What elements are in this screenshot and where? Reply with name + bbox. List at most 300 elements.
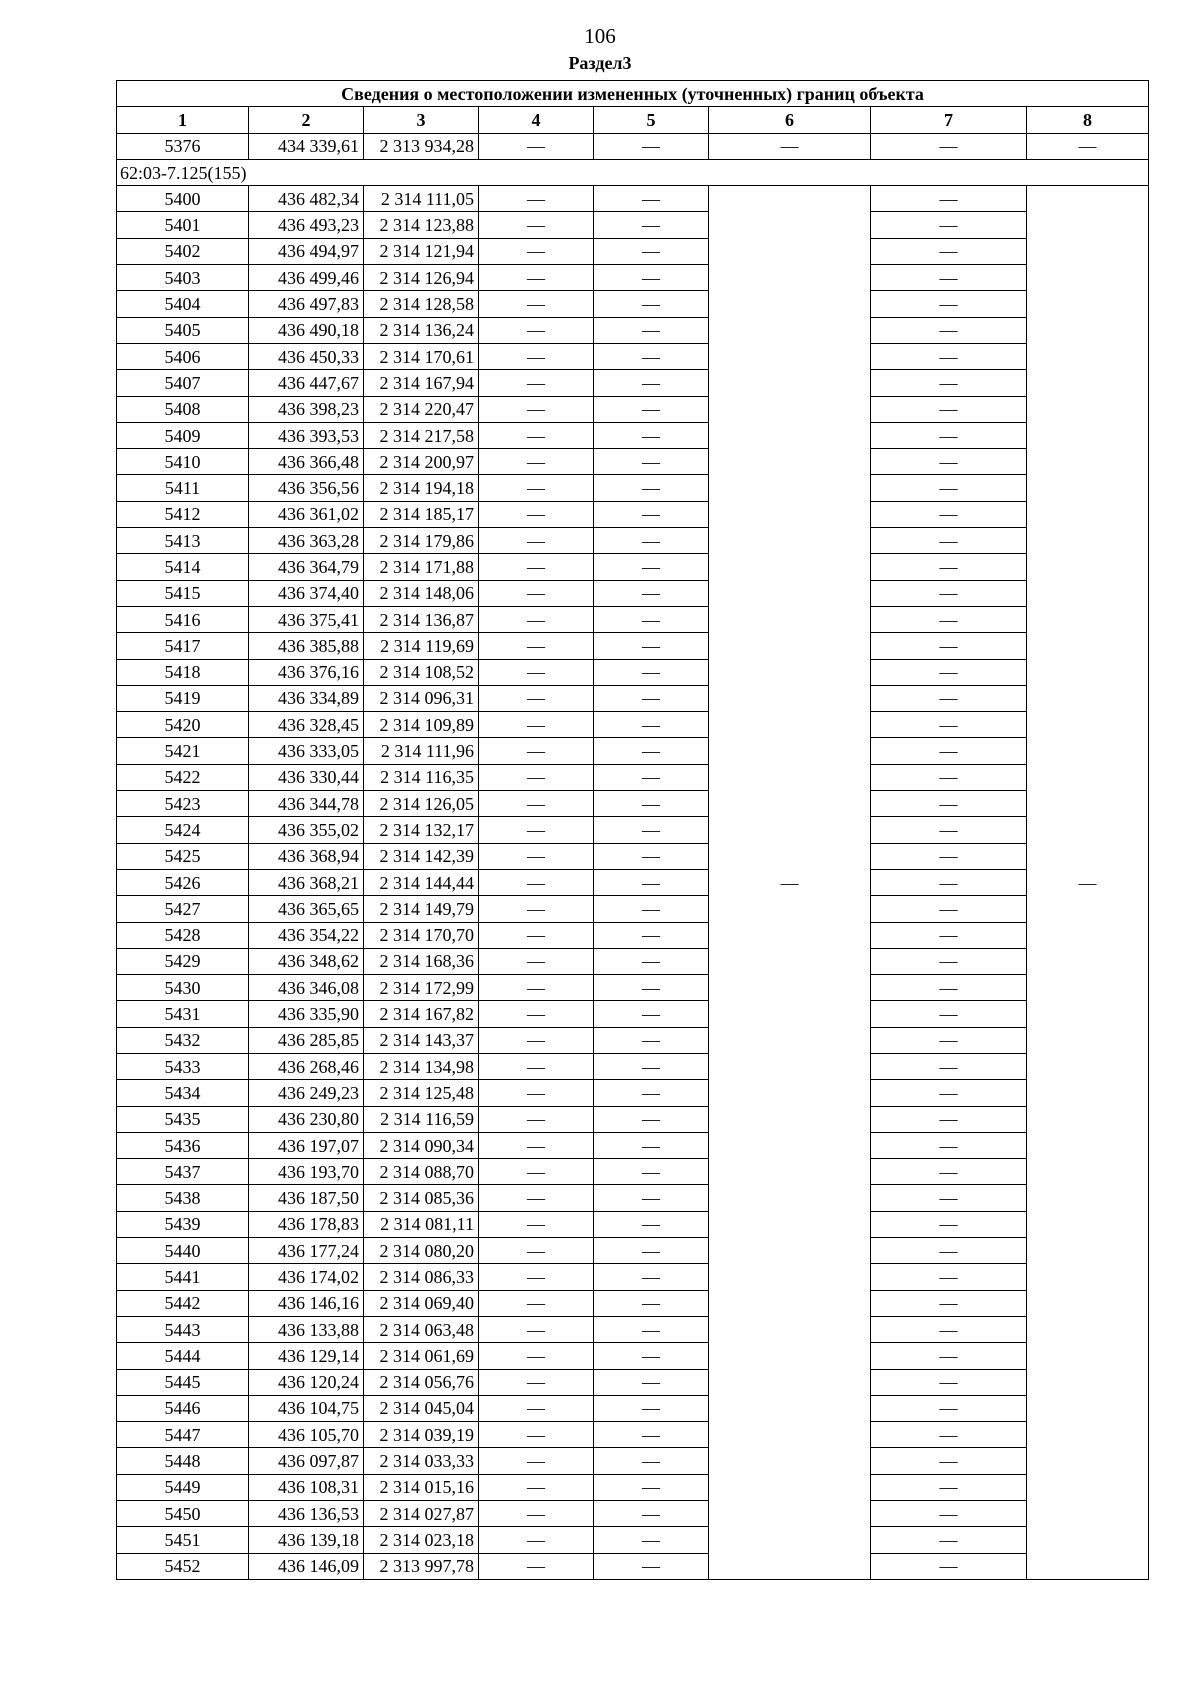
coordinate-y: 2 314 128,58 — [364, 291, 479, 317]
dash-cell: — — [594, 633, 709, 659]
dash-cell: — — [479, 1080, 594, 1106]
dash-cell: — — [871, 1159, 1027, 1185]
coordinate-x: 436 447,67 — [249, 370, 364, 396]
coordinate-x: 436 097,87 — [249, 1448, 364, 1474]
dash-cell: — — [479, 1395, 594, 1421]
dash-cell: — — [594, 370, 709, 396]
dash-cell: — — [594, 1132, 709, 1158]
dash-cell: — — [479, 1474, 594, 1500]
dash-cell: — — [871, 1448, 1027, 1474]
coordinate-x: 436 366,48 — [249, 449, 364, 475]
section-title: Раздел3 — [568, 53, 632, 73]
dash-cell: — — [871, 212, 1027, 238]
coordinate-y: 2 314 039,19 — [364, 1422, 479, 1448]
table-row — [117, 475, 1149, 501]
coordinate-y: 2 314 194,18 — [364, 475, 479, 501]
dash-cell: — — [594, 291, 709, 317]
dash-cell: — — [871, 1501, 1027, 1527]
dash-cell: — — [871, 685, 1027, 711]
coordinate-x: 436 136,53 — [249, 1501, 364, 1527]
coordinate-x: 436 363,28 — [249, 528, 364, 554]
coordinate-x: 436 334,89 — [249, 685, 364, 711]
coordinate-x: 434 339,61 — [249, 133, 364, 159]
dash-cell: — — [871, 1264, 1027, 1290]
dash-cell: — — [479, 422, 594, 448]
point-number: 5414 — [117, 554, 249, 580]
coordinate-x: 436 104,75 — [249, 1395, 364, 1421]
coordinate-y: 2 314 142,39 — [364, 843, 479, 869]
table-row — [117, 659, 1149, 685]
coordinate-y: 2 314 168,36 — [364, 948, 479, 974]
point-number: 5417 — [117, 633, 249, 659]
dash-cell: — — [479, 843, 594, 869]
dash-cell: — — [479, 659, 594, 685]
dash-cell: — — [594, 869, 709, 895]
table-row — [117, 1395, 1149, 1421]
dash-cell: — — [479, 133, 594, 159]
coordinate-y: 2 314 136,24 — [364, 317, 479, 343]
coordinate-x: 436 365,65 — [249, 896, 364, 922]
table-row — [117, 1422, 1149, 1448]
point-number: 5415 — [117, 580, 249, 606]
dash-cell: — — [871, 186, 1027, 212]
coordinate-y: 2 314 172,99 — [364, 975, 479, 1001]
table-row — [117, 396, 1149, 422]
coordinate-x: 436 375,41 — [249, 606, 364, 632]
table-row — [117, 1053, 1149, 1079]
coordinate-x: 436 497,83 — [249, 291, 364, 317]
coordinate-y: 2 314 167,82 — [364, 1001, 479, 1027]
dash-cell: — — [871, 975, 1027, 1001]
coordinate-x: 436 146,09 — [249, 1553, 364, 1579]
table-row — [117, 1369, 1149, 1395]
table-row — [117, 1238, 1149, 1264]
coordinate-x: 436 398,23 — [249, 396, 364, 422]
table-row — [117, 133, 1149, 159]
dash-cell: — — [871, 1343, 1027, 1369]
table-row — [117, 896, 1149, 922]
point-number: 5442 — [117, 1290, 249, 1316]
table-row — [117, 1343, 1149, 1369]
table-row — [117, 1501, 1149, 1527]
dash-cell: — — [871, 843, 1027, 869]
table-row — [117, 922, 1149, 948]
dash-cell: — — [479, 712, 594, 738]
coordinate-y: 2 314 045,04 — [364, 1395, 479, 1421]
table-row — [117, 1448, 1149, 1474]
table-row — [117, 1001, 1149, 1027]
dash-cell: — — [871, 869, 1027, 895]
point-number: 5435 — [117, 1106, 249, 1132]
point-number: 5450 — [117, 1501, 249, 1527]
point-number: 5421 — [117, 738, 249, 764]
dash-cell: — — [479, 291, 594, 317]
point-number: 5431 — [117, 1001, 249, 1027]
dash-cell: — — [871, 817, 1027, 843]
dash-cell: — — [594, 791, 709, 817]
coordinate-y: 2 314 148,06 — [364, 580, 479, 606]
dash-cell: — — [871, 1290, 1027, 1316]
dash-cell: — — [594, 554, 709, 580]
dash-cell: — — [594, 1080, 709, 1106]
dash-cell: — — [594, 659, 709, 685]
dash-cell: — — [479, 738, 594, 764]
coordinate-x: 436 333,05 — [249, 738, 364, 764]
table-row — [117, 1211, 1149, 1237]
dash-cell: — — [479, 606, 594, 632]
coordinate-x: 436 450,33 — [249, 343, 364, 369]
dash-cell: — — [871, 1132, 1027, 1158]
dash-cell: — — [594, 685, 709, 711]
coordinate-y: 2 314 126,05 — [364, 791, 479, 817]
coordinate-x: 436 129,14 — [249, 1343, 364, 1369]
coordinate-x: 436 146,16 — [249, 1290, 364, 1316]
dash-cell: — — [871, 291, 1027, 317]
table-row — [117, 633, 1149, 659]
table-row — [117, 1159, 1149, 1185]
dash-cell: — — [594, 1501, 709, 1527]
dash-cell: — — [479, 1369, 594, 1395]
dash-cell: — — [871, 791, 1027, 817]
table-row — [117, 606, 1149, 632]
coordinate-y: 2 314 081,11 — [364, 1211, 479, 1237]
point-number: 5409 — [117, 422, 249, 448]
coordinate-y: 2 314 116,59 — [364, 1106, 479, 1132]
dash-cell: — — [871, 1422, 1027, 1448]
dash-cell: — — [594, 764, 709, 790]
column-number-row — [117, 107, 1149, 133]
dash-cell: — — [871, 554, 1027, 580]
coordinate-x: 436 268,46 — [249, 1053, 364, 1079]
dash-cell: — — [871, 633, 1027, 659]
merged-dash-cell: — — [1027, 186, 1149, 1580]
dash-cell: — — [871, 922, 1027, 948]
coordinate-x: 436 499,46 — [249, 265, 364, 291]
coordinate-y: 2 314 220,47 — [364, 396, 479, 422]
table-row — [117, 317, 1149, 343]
dash-cell: — — [479, 238, 594, 264]
dash-cell: — — [479, 1238, 594, 1264]
dash-cell: — — [594, 212, 709, 238]
coordinate-x: 436 364,79 — [249, 554, 364, 580]
coordinate-y: 2 314 056,76 — [364, 1369, 479, 1395]
column-number: 8 — [1027, 107, 1149, 133]
table-row — [117, 817, 1149, 843]
coordinate-y: 2 313 997,78 — [364, 1553, 479, 1579]
point-number: 5425 — [117, 843, 249, 869]
table-row — [117, 1264, 1149, 1290]
coordinate-y: 2 314 170,61 — [364, 343, 479, 369]
coordinate-y: 2 314 134,98 — [364, 1053, 479, 1079]
dash-cell: — — [594, 396, 709, 422]
table-row — [117, 370, 1149, 396]
dash-cell: — — [594, 1343, 709, 1369]
dash-cell: — — [479, 817, 594, 843]
dash-cell: — — [479, 685, 594, 711]
dash-cell: — — [479, 1027, 594, 1053]
coordinate-y: 2 313 934,28 — [364, 133, 479, 159]
coordinate-x: 436 344,78 — [249, 791, 364, 817]
dash-cell: — — [594, 501, 709, 527]
dash-cell: — — [479, 1343, 594, 1369]
table-row — [117, 265, 1149, 291]
coordinate-y: 2 314 111,96 — [364, 738, 479, 764]
column-number: 2 — [249, 107, 364, 133]
dash-cell: — — [871, 396, 1027, 422]
point-number: 5410 — [117, 449, 249, 475]
dash-cell: — — [479, 896, 594, 922]
point-number: 5432 — [117, 1027, 249, 1053]
dash-cell: — — [871, 1211, 1027, 1237]
point-number: 5400 — [117, 186, 249, 212]
coordinate-x: 436 285,85 — [249, 1027, 364, 1053]
dash-cell: — — [871, 1027, 1027, 1053]
coordinate-y: 2 314 069,40 — [364, 1290, 479, 1316]
dash-cell: — — [871, 712, 1027, 738]
point-number: 5451 — [117, 1527, 249, 1553]
coordinate-x: 436 177,24 — [249, 1238, 364, 1264]
dash-cell: — — [871, 343, 1027, 369]
table-row — [117, 685, 1149, 711]
table-caption: Сведения о местоположении измененных (уточненных) границ объекта — [117, 81, 1149, 107]
coordinate-x: 436 355,02 — [249, 817, 364, 843]
point-number: 5434 — [117, 1080, 249, 1106]
merged-dash-cell: — — [709, 186, 871, 1580]
dash-cell: — — [594, 422, 709, 448]
coordinate-y: 2 314 179,86 — [364, 528, 479, 554]
coordinate-x: 436 361,02 — [249, 501, 364, 527]
coordinate-y: 2 314 143,37 — [364, 1027, 479, 1053]
dash-cell: — — [871, 265, 1027, 291]
coordinate-x: 436 385,88 — [249, 633, 364, 659]
table-row — [117, 1527, 1149, 1553]
dash-cell: — — [479, 554, 594, 580]
coordinate-y: 2 314 126,94 — [364, 265, 479, 291]
dash-cell: — — [871, 606, 1027, 632]
dash-cell: — — [479, 186, 594, 212]
dash-cell: — — [871, 370, 1027, 396]
dash-cell: — — [594, 1290, 709, 1316]
point-number: 5441 — [117, 1264, 249, 1290]
table-row — [117, 738, 1149, 764]
dash-cell: — — [479, 869, 594, 895]
dash-cell: — — [479, 1553, 594, 1579]
dash-cell: — — [871, 1001, 1027, 1027]
table-row — [117, 764, 1149, 790]
table-row — [117, 1553, 1149, 1579]
dash-cell: — — [594, 1053, 709, 1079]
dash-cell: — — [594, 1448, 709, 1474]
point-number: 5411 — [117, 475, 249, 501]
column-number: 7 — [871, 107, 1027, 133]
point-number: 5422 — [117, 764, 249, 790]
point-number: 5430 — [117, 975, 249, 1001]
point-number: 5438 — [117, 1185, 249, 1211]
dash-cell: — — [479, 948, 594, 974]
point-number: 5408 — [117, 396, 249, 422]
dash-cell: — — [871, 1395, 1027, 1421]
dash-cell: — — [594, 1211, 709, 1237]
point-number: 5402 — [117, 238, 249, 264]
column-number: 3 — [364, 107, 479, 133]
dash-cell: — — [871, 1474, 1027, 1500]
dash-cell: — — [479, 1106, 594, 1132]
coordinate-x: 436 493,23 — [249, 212, 364, 238]
dash-cell: — — [479, 1159, 594, 1185]
point-number: 5401 — [117, 212, 249, 238]
dash-cell: — — [871, 1369, 1027, 1395]
table-row — [117, 1106, 1149, 1132]
dash-cell: — — [594, 1185, 709, 1211]
coordinate-x: 436 197,07 — [249, 1132, 364, 1158]
dash-cell: — — [479, 791, 594, 817]
point-number: 5436 — [117, 1132, 249, 1158]
coordinate-x: 436 374,40 — [249, 580, 364, 606]
coordinate-x: 436 328,45 — [249, 712, 364, 738]
coordinate-x: 436 187,50 — [249, 1185, 364, 1211]
coordinate-x: 436 108,31 — [249, 1474, 364, 1500]
point-number: 5376 — [117, 133, 249, 159]
dash-cell: — — [479, 922, 594, 948]
point-number: 5428 — [117, 922, 249, 948]
point-number: 5412 — [117, 501, 249, 527]
coordinate-y: 2 314 085,36 — [364, 1185, 479, 1211]
dash-cell: — — [479, 1001, 594, 1027]
point-number: 5446 — [117, 1395, 249, 1421]
table-row — [117, 791, 1149, 817]
dash-cell: — — [479, 1316, 594, 1342]
coordinate-y: 2 314 111,05 — [364, 186, 479, 212]
dash-cell: — — [479, 580, 594, 606]
table-row — [117, 843, 1149, 869]
coordinate-y: 2 314 015,16 — [364, 1474, 479, 1500]
dash-cell: — — [479, 343, 594, 369]
dash-cell: — — [871, 449, 1027, 475]
point-number: 5424 — [117, 817, 249, 843]
coordinate-y: 2 314 185,17 — [364, 501, 479, 527]
dash-cell: — — [479, 1527, 594, 1553]
column-number: 6 — [709, 107, 871, 133]
point-number: 5439 — [117, 1211, 249, 1237]
dash-cell: — — [871, 896, 1027, 922]
table-row — [117, 580, 1149, 606]
dash-cell: — — [871, 738, 1027, 764]
dash-cell: — — [479, 528, 594, 554]
dash-cell: — — [871, 1053, 1027, 1079]
dash-cell: — — [594, 317, 709, 343]
dash-cell: — — [594, 580, 709, 606]
point-number: 5403 — [117, 265, 249, 291]
dash-cell: — — [871, 1080, 1027, 1106]
coordinate-x: 436 230,80 — [249, 1106, 364, 1132]
coordinate-y: 2 314 132,17 — [364, 817, 479, 843]
point-number: 5418 — [117, 659, 249, 685]
dash-cell: — — [594, 1027, 709, 1053]
dash-cell: — — [594, 817, 709, 843]
column-number: 5 — [594, 107, 709, 133]
dash-cell: — — [594, 1395, 709, 1421]
coordinate-y: 2 314 149,79 — [364, 896, 479, 922]
dash-cell: — — [1027, 133, 1149, 159]
point-number: 5426 — [117, 869, 249, 895]
coordinate-y: 2 314 116,35 — [364, 764, 479, 790]
dash-cell: — — [871, 1316, 1027, 1342]
coordinate-x: 436 330,44 — [249, 764, 364, 790]
dash-cell: — — [479, 212, 594, 238]
coordinate-x: 436 354,22 — [249, 922, 364, 948]
table-row — [117, 869, 1149, 895]
dash-cell: — — [594, 843, 709, 869]
dash-cell: — — [594, 922, 709, 948]
page-number: 106 — [584, 24, 616, 48]
dash-cell: — — [594, 1264, 709, 1290]
point-number: 5440 — [117, 1238, 249, 1264]
dash-cell: — — [594, 238, 709, 264]
dash-cell: — — [871, 528, 1027, 554]
dash-cell: — — [594, 1422, 709, 1448]
point-number: 5449 — [117, 1474, 249, 1500]
table-row — [117, 212, 1149, 238]
dash-cell: — — [594, 606, 709, 632]
dash-cell: — — [871, 764, 1027, 790]
coordinate-y: 2 314 080,20 — [364, 1238, 479, 1264]
column-number: 1 — [117, 107, 249, 133]
coordinate-x: 436 482,34 — [249, 186, 364, 212]
point-number: 5444 — [117, 1343, 249, 1369]
coordinate-x: 436 368,21 — [249, 869, 364, 895]
dash-cell: — — [479, 449, 594, 475]
point-number: 5448 — [117, 1448, 249, 1474]
column-number: 4 — [479, 107, 594, 133]
coordinate-y: 2 314 119,69 — [364, 633, 479, 659]
coordinate-y: 2 314 171,88 — [364, 554, 479, 580]
dash-cell: — — [871, 1553, 1027, 1579]
dash-cell: — — [594, 186, 709, 212]
table-row — [117, 1474, 1149, 1500]
dash-cell: — — [594, 948, 709, 974]
dash-cell: — — [871, 422, 1027, 448]
point-number: 5452 — [117, 1553, 249, 1579]
dash-cell: — — [479, 1185, 594, 1211]
dash-cell: — — [871, 948, 1027, 974]
dash-cell: — — [594, 1553, 709, 1579]
dash-cell: — — [594, 1001, 709, 1027]
coordinate-y: 2 314 144,44 — [364, 869, 479, 895]
table-row — [117, 422, 1149, 448]
dash-cell: — — [479, 501, 594, 527]
coordinate-y: 2 314 061,69 — [364, 1343, 479, 1369]
dash-cell: — — [594, 133, 709, 159]
dash-cell: — — [479, 1422, 594, 1448]
dash-cell: — — [871, 659, 1027, 685]
dash-cell: — — [479, 396, 594, 422]
coordinate-x: 436 393,53 — [249, 422, 364, 448]
point-number: 5427 — [117, 896, 249, 922]
table-row — [117, 186, 1149, 212]
table-row — [117, 1027, 1149, 1053]
coordinate-x: 436 490,18 — [249, 317, 364, 343]
table-row — [117, 501, 1149, 527]
dash-cell: — — [594, 343, 709, 369]
coordinate-y: 2 314 088,70 — [364, 1159, 479, 1185]
dash-cell: — — [594, 738, 709, 764]
dash-cell: — — [594, 975, 709, 1001]
table-row — [117, 712, 1149, 738]
dash-cell: — — [479, 475, 594, 501]
dash-cell: — — [594, 1238, 709, 1264]
coordinate-y: 2 314 033,33 — [364, 1448, 479, 1474]
table-row — [117, 1290, 1149, 1316]
